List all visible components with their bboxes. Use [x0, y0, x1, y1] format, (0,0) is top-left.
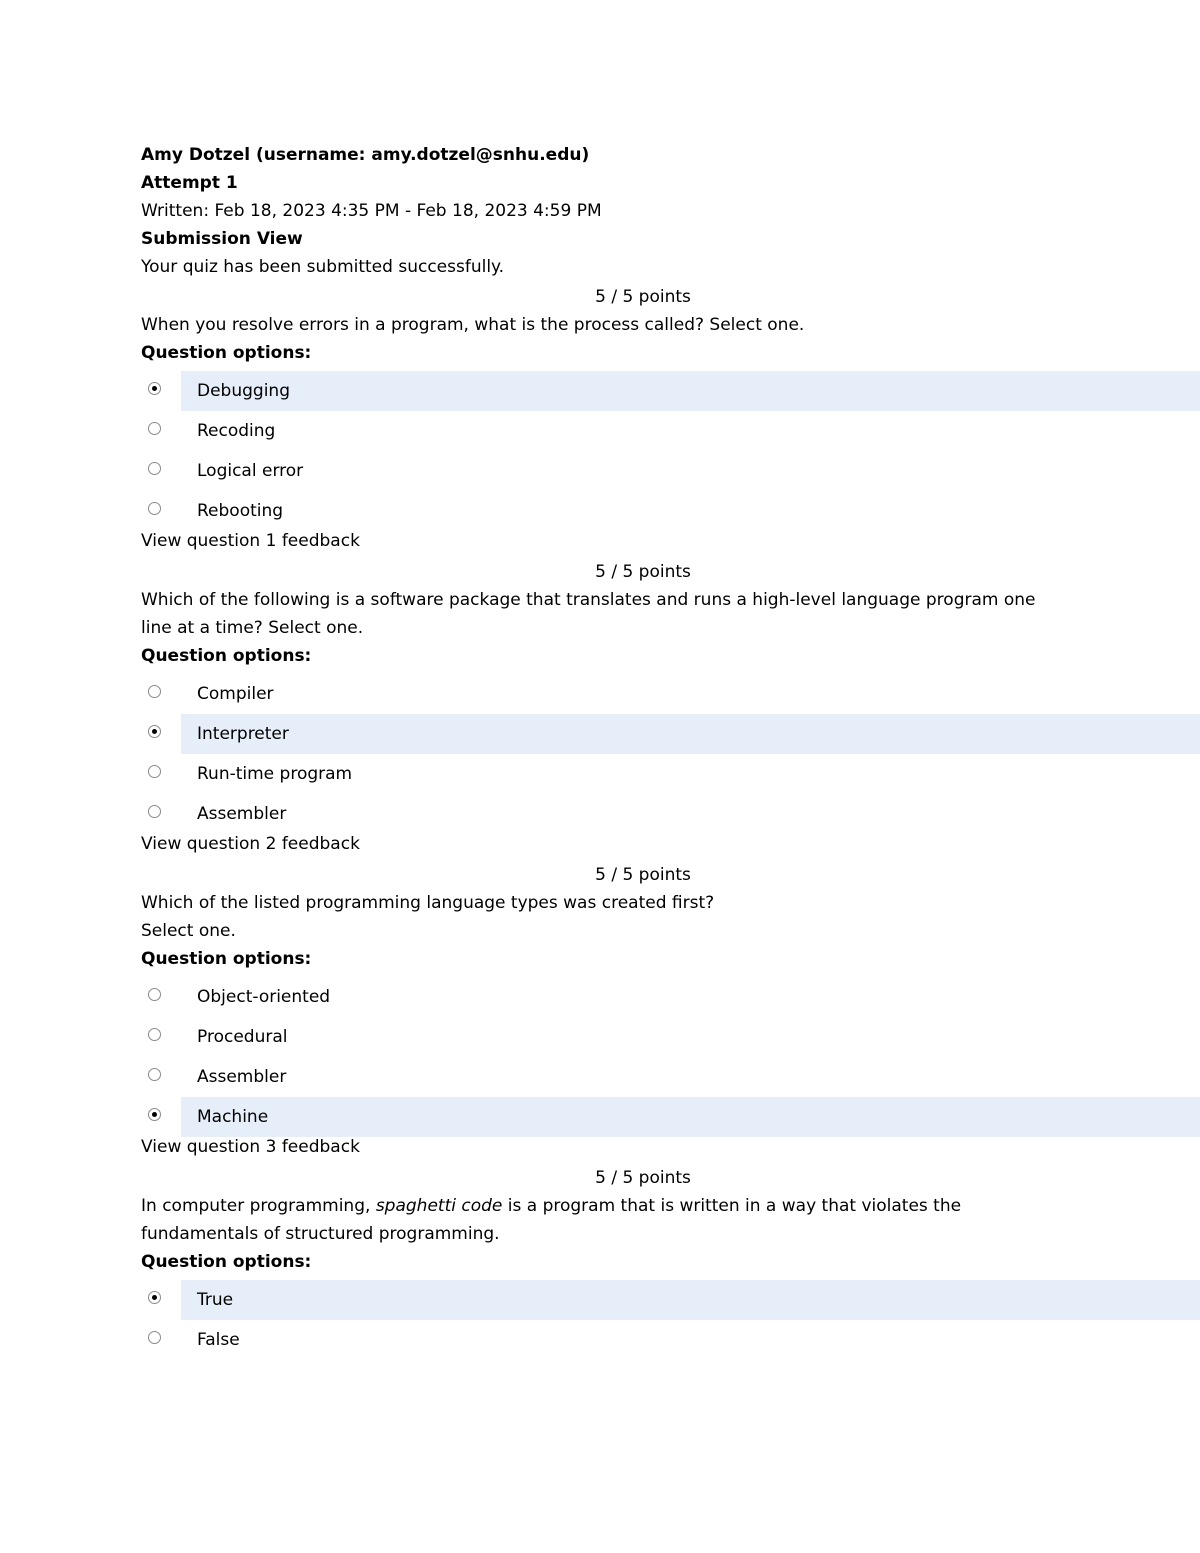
option-row[interactable] [141, 1057, 1200, 1097]
option-label: Debugging [197, 381, 290, 401]
option-row[interactable] [141, 371, 1200, 411]
question-options-label: Question options: [141, 949, 312, 969]
view-title: Submission View [141, 229, 303, 249]
view-feedback-link[interactable]: View question 3 feedback [141, 1137, 360, 1157]
question-3 [141, 861, 1200, 1161]
radio-unchecked-icon[interactable] [148, 805, 161, 818]
question-2 [141, 558, 1200, 858]
radio-checked-icon[interactable] [148, 1108, 161, 1121]
radio-unchecked-icon[interactable] [148, 502, 161, 515]
question-points: 5 / 5 points [595, 287, 691, 307]
question-options-label: Question options: [141, 1252, 312, 1272]
option-label: Run-time program [197, 764, 353, 784]
option-row[interactable] [141, 491, 1200, 531]
option-row[interactable] [141, 451, 1200, 491]
radio-unchecked-icon[interactable] [148, 462, 161, 475]
submission-status: Your quiz has been submitted successfully. [141, 257, 505, 277]
option-row[interactable] [141, 977, 1200, 1017]
question-text-line: When you resolve errors in a program, what is the process called? Select one. [141, 315, 805, 335]
radio-unchecked-icon[interactable] [148, 1331, 161, 1344]
option-row[interactable] [141, 1280, 1200, 1320]
radio-unchecked-icon[interactable] [148, 1028, 161, 1041]
option-label: Recoding [197, 421, 276, 441]
question-text-line: Select one. [141, 921, 236, 941]
option-label: Assembler [197, 804, 287, 824]
question-text-line [141, 1192, 1061, 1220]
written-timestamp: Written: Feb 18, 2023 4:35 PM - Feb 18, 2023 4:59 PM [141, 201, 602, 221]
option-label: Logical error [197, 461, 304, 481]
attempt-label: Attempt 1 [141, 173, 238, 193]
radio-unchecked-icon[interactable] [148, 988, 161, 1001]
option-row[interactable] [141, 411, 1200, 451]
view-feedback-link[interactable]: View question 2 feedback [141, 834, 360, 854]
question-text-italic: spaghetti code [375, 1196, 503, 1216]
question-text-before: In computer programming, [141, 1196, 376, 1216]
question-text-line: fundamentals of structured programming. [141, 1224, 500, 1244]
radio-unchecked-icon[interactable] [148, 685, 161, 698]
question-text-after: is a program that is written in a way that violates the [502, 1196, 962, 1216]
option-row[interactable] [141, 1320, 1200, 1360]
question-text [141, 311, 1061, 339]
radio-unchecked-icon[interactable] [148, 765, 161, 778]
question-options-label: Question options: [141, 343, 312, 363]
options-list [141, 674, 1200, 834]
options-list [141, 977, 1200, 1137]
option-row[interactable] [141, 714, 1200, 754]
option-row[interactable] [141, 1017, 1200, 1057]
option-label: Machine [197, 1107, 269, 1127]
option-row[interactable] [141, 754, 1200, 794]
question-points: 5 / 5 points [595, 1168, 691, 1188]
option-row[interactable] [141, 674, 1200, 714]
question-options-label: Question options: [141, 646, 312, 666]
question-points: 5 / 5 points [595, 562, 691, 582]
question-text-line: Which of the following is a software package that translates and runs a high-level language program one [141, 590, 1036, 610]
radio-checked-icon[interactable] [148, 725, 161, 738]
question-text-line: line at a time? Select one. [141, 618, 364, 638]
options-list [141, 371, 1200, 531]
question-text-line: Which of the listed programming language types was created first? [141, 893, 715, 913]
radio-unchecked-icon[interactable] [148, 1068, 161, 1081]
option-label: True [197, 1290, 234, 1310]
option-row[interactable] [141, 1097, 1200, 1137]
option-label: Procedural [197, 1027, 288, 1047]
option-label: Compiler [197, 684, 274, 704]
option-label: Rebooting [197, 501, 284, 521]
option-row[interactable] [141, 794, 1200, 834]
view-feedback-link[interactable]: View question 1 feedback [141, 531, 360, 551]
question-4 [141, 1164, 1200, 1360]
option-label: Assembler [197, 1067, 287, 1087]
option-label: Object-oriented [197, 987, 331, 1007]
radio-checked-icon[interactable] [148, 382, 161, 395]
option-label: Interpreter [197, 724, 289, 744]
question-text [141, 586, 1061, 642]
user-line: Amy Dotzel (username: amy.dotzel@snhu.edu) [141, 145, 590, 165]
options-list [141, 1280, 1200, 1360]
question-points: 5 / 5 points [595, 865, 691, 885]
quiz-submission-page [141, 141, 1200, 1363]
radio-checked-icon[interactable] [148, 1291, 161, 1304]
option-label: False [197, 1330, 240, 1350]
radio-unchecked-icon[interactable] [148, 422, 161, 435]
question-text [141, 889, 1061, 945]
question-text [141, 1192, 1061, 1248]
question-1 [141, 283, 1200, 555]
